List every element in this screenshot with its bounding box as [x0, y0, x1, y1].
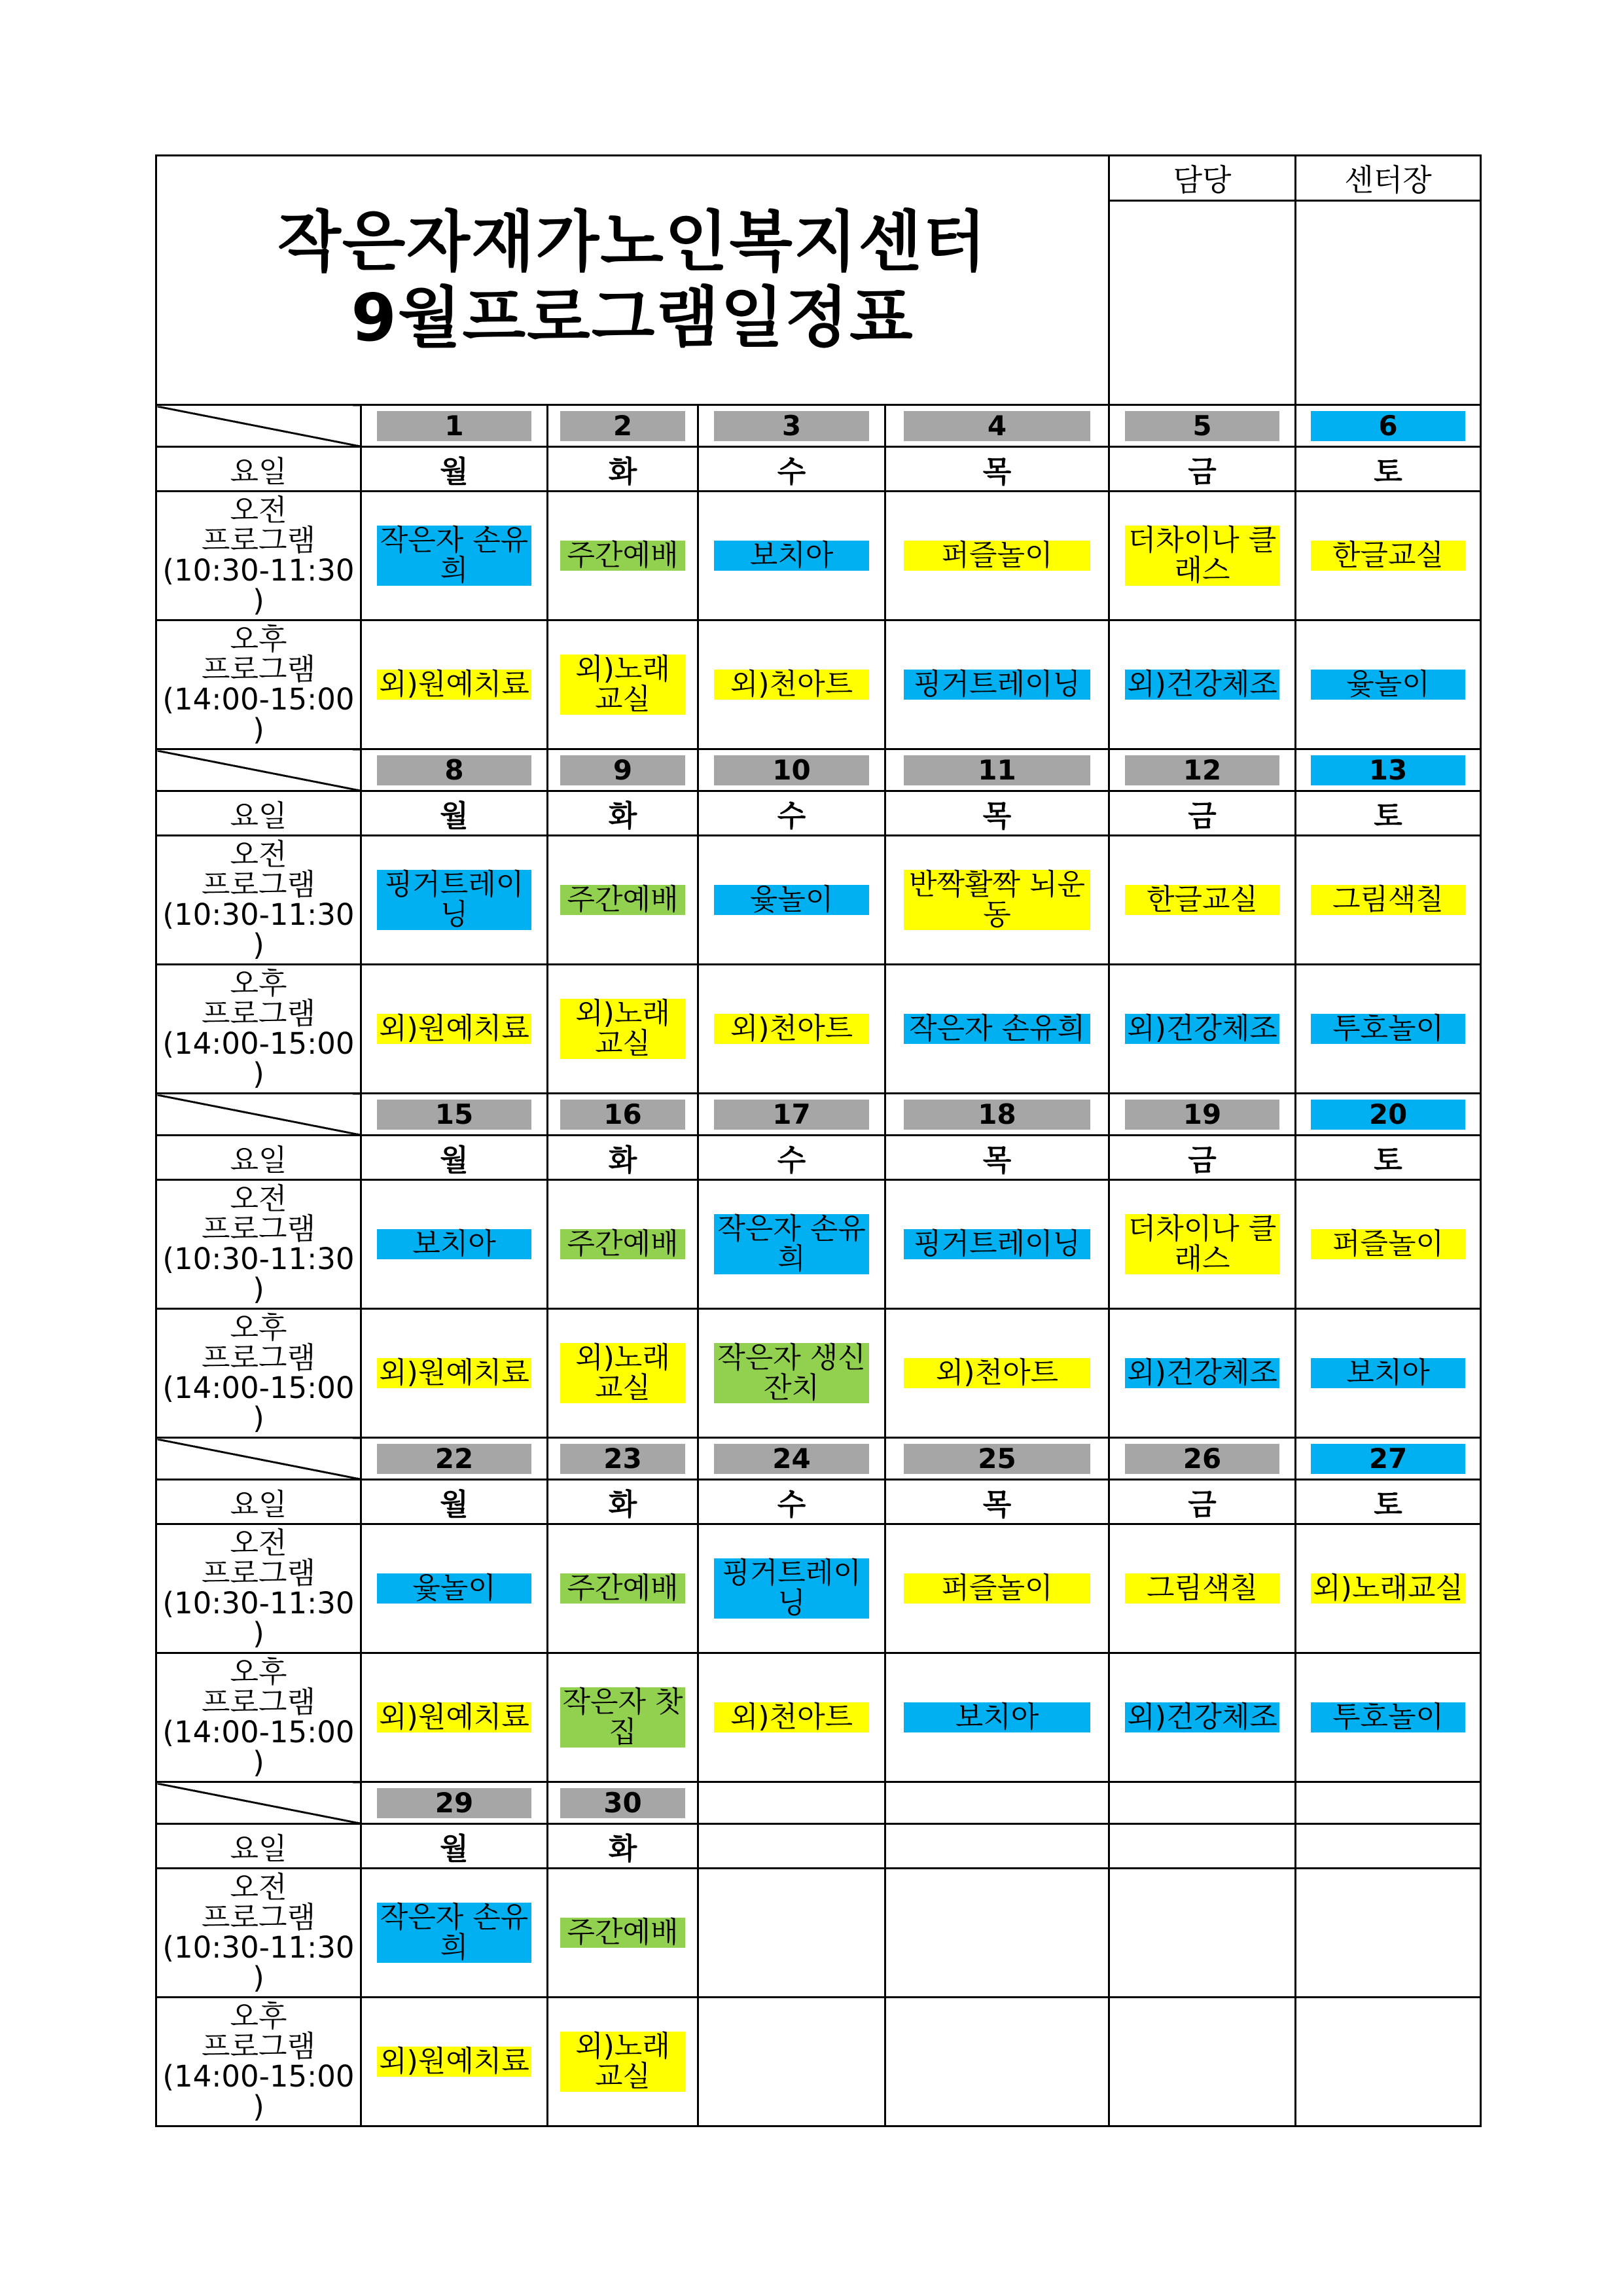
- dow-cell: 금: [1109, 447, 1296, 492]
- date-cell: [1296, 1438, 1481, 1480]
- program-cell: [548, 1998, 698, 2126]
- date-badge: 2: [560, 411, 685, 441]
- program-label: 외)천아트: [714, 670, 870, 700]
- date-badge: 12: [1125, 755, 1280, 785]
- am-label-line: ): [253, 1272, 264, 1306]
- date-cell: [885, 1438, 1109, 1480]
- program-cell: [1296, 965, 1481, 1094]
- pm-program-row: [156, 1653, 1481, 1782]
- dow-cell: 화: [548, 1480, 698, 1524]
- am-program-row: [156, 1180, 1481, 1309]
- program-label: 투호놀이: [1311, 1702, 1465, 1732]
- program-label: 주간예배: [560, 1229, 685, 1259]
- program-cell: [1109, 1309, 1296, 1438]
- program-cell: [885, 1653, 1109, 1782]
- page-title: 작은자재가노인복지센터: [277, 204, 988, 280]
- program-cell: [698, 1180, 885, 1309]
- program-cell: [1109, 492, 1296, 620]
- program-label: 작은자 손유희: [377, 526, 532, 586]
- pm-program-row: [156, 620, 1481, 749]
- am-label-line: (10:30-11:30: [162, 897, 355, 932]
- program-label: 외)원예치료: [377, 2047, 532, 2077]
- date-cell: [548, 749, 698, 791]
- program-cell: [698, 965, 885, 1094]
- program-cell: [1296, 620, 1481, 749]
- pm-label-line: ): [253, 712, 264, 747]
- program-label: 주간예배: [560, 885, 685, 915]
- date-cell: [885, 1094, 1109, 1136]
- dow-cell: 화: [548, 447, 698, 492]
- program-cell: [698, 492, 885, 620]
- program-label: 퍼즐놀이: [904, 1573, 1090, 1604]
- dow-cell: 수: [698, 1136, 885, 1180]
- dow-cell: 월: [361, 447, 548, 492]
- program-cell: [698, 1869, 885, 1998]
- program-label: 윷놀이: [1311, 670, 1465, 700]
- program-label: 핑거트레이닝: [904, 1229, 1090, 1259]
- dow-cell: [885, 1824, 1109, 1869]
- date-badge: 22: [377, 1444, 532, 1474]
- program-cell: [698, 1653, 885, 1782]
- am-label-line: 오전: [230, 1526, 287, 1560]
- week-date-row: [156, 1438, 1481, 1480]
- program-cell: [548, 492, 698, 620]
- am-label-line: ): [253, 1616, 264, 1651]
- program-label: 외)천아트: [904, 1358, 1090, 1388]
- am-label-line: (10:30-11:30: [162, 1242, 355, 1276]
- program-cell: [1296, 1653, 1481, 1782]
- date-cell: [698, 405, 885, 447]
- date-badge: 19: [1125, 1100, 1280, 1130]
- program-cell: [1109, 1524, 1296, 1653]
- am-label-line: (10:30-11:30: [162, 1930, 355, 1965]
- program-label: 보치아: [904, 1702, 1090, 1732]
- dow-cell: 수: [698, 1480, 885, 1524]
- date-badge: 20: [1311, 1100, 1465, 1130]
- date-cell: [698, 1094, 885, 1136]
- approval-label-manager: 담당: [1109, 156, 1296, 201]
- pm-label-line: 프로그램: [202, 652, 315, 687]
- dow-label: 요일: [156, 1824, 361, 1869]
- program-cell: [885, 965, 1109, 1094]
- program-cell: [698, 620, 885, 749]
- program-cell: [361, 1869, 548, 1998]
- am-label-line: 프로그램: [202, 1900, 315, 1935]
- program-cell: [548, 1180, 698, 1309]
- pm-label-line: ): [253, 1401, 264, 1435]
- approval-box-manager: [1109, 201, 1296, 405]
- week-dow-row: [156, 1824, 1481, 1869]
- program-cell: [885, 1180, 1109, 1309]
- pm-label-line: (14:00-15:00: [162, 2059, 355, 2094]
- diagonal-header-cell: [156, 405, 361, 447]
- title-cell: [156, 156, 1109, 405]
- program-label: 더차이나 클래스: [1125, 526, 1280, 586]
- am-program-row: [156, 492, 1481, 620]
- pm-label-line: (14:00-15:00: [162, 1715, 355, 1749]
- date-badge: 9: [560, 755, 685, 785]
- program-cell: [885, 836, 1109, 965]
- program-label: 외)노래 교실: [560, 2032, 685, 2092]
- dow-cell: 월: [361, 1480, 548, 1524]
- program-cell: [361, 1309, 548, 1438]
- date-cell: [548, 1094, 698, 1136]
- pm-label-line: 오후: [230, 1310, 287, 1345]
- diagonal-header-cell: [156, 1782, 361, 1824]
- pm-program-row: [156, 1998, 1481, 2126]
- date-badge: 6: [1311, 411, 1465, 441]
- program-label: 퍼즐놀이: [1311, 1229, 1465, 1259]
- dow-cell: 목: [885, 447, 1109, 492]
- program-cell: [698, 1998, 885, 2126]
- pm-label-line: 오후: [230, 966, 287, 1001]
- date-cell: [361, 1094, 548, 1136]
- pm-program-row: [156, 965, 1481, 1094]
- pm-label-line: (14:00-15:00: [162, 1371, 355, 1405]
- program-label: 주간예배: [560, 1918, 685, 1948]
- dow-label: 요일: [156, 791, 361, 836]
- program-cell: [1109, 1653, 1296, 1782]
- program-label: 윷놀이: [714, 885, 870, 915]
- pm-label-line: ): [253, 1056, 264, 1091]
- date-badge: 15: [377, 1100, 532, 1130]
- dow-cell: 금: [1109, 1480, 1296, 1524]
- pm-label: [156, 1653, 361, 1782]
- pm-label-line: 프로그램: [202, 996, 315, 1031]
- am-label-line: 프로그램: [202, 1556, 315, 1590]
- dow-cell: 목: [885, 791, 1109, 836]
- program-label: 외)원예치료: [377, 670, 532, 700]
- date-badge: 25: [904, 1444, 1090, 1474]
- program-cell: [548, 620, 698, 749]
- am-label-line: ): [253, 583, 264, 618]
- program-cell: [1296, 492, 1481, 620]
- program-cell: [548, 836, 698, 965]
- program-label: 윷놀이: [377, 1573, 532, 1604]
- program-cell: [1296, 1998, 1481, 2126]
- program-label: 주간예배: [560, 1573, 685, 1604]
- program-label: 보치아: [1311, 1358, 1465, 1388]
- week-date-row: [156, 749, 1481, 791]
- date-cell: [361, 749, 548, 791]
- program-cell: [885, 620, 1109, 749]
- program-cell: [361, 1653, 548, 1782]
- program-label: 외)건강체조: [1125, 670, 1280, 700]
- date-cell: [698, 1782, 885, 1824]
- pm-label-line: 오후: [230, 1999, 287, 2034]
- dow-cell: 월: [361, 791, 548, 836]
- am-label-line: ): [253, 1960, 264, 1995]
- program-cell: [1109, 836, 1296, 965]
- week-date-row: [156, 1782, 1481, 1824]
- pm-label-line: 프로그램: [202, 2029, 315, 2064]
- page-subtitle: 9월프로그램일정표: [351, 279, 914, 356]
- program-label: 핑거트레이닝: [377, 870, 532, 930]
- date-badge: 18: [904, 1100, 1090, 1130]
- program-cell: [1296, 1869, 1481, 1998]
- program-cell: [1109, 1180, 1296, 1309]
- program-cell: [885, 492, 1109, 620]
- am-label-line: 프로그램: [202, 523, 315, 558]
- date-cell: [1109, 749, 1296, 791]
- am-label: [156, 1180, 361, 1309]
- pm-label-line: 오후: [230, 622, 287, 656]
- program-cell: [548, 1653, 698, 1782]
- program-label: 작은자 생신잔치: [714, 1343, 870, 1403]
- program-cell: [1109, 965, 1296, 1094]
- week-dow-row: [156, 1136, 1481, 1180]
- schedule-table: [155, 154, 1482, 2127]
- program-cell: [885, 1998, 1109, 2126]
- am-label-line: 오전: [230, 493, 287, 528]
- program-cell: [361, 836, 548, 965]
- program-label: 외)노래 교실: [560, 655, 685, 715]
- am-label: [156, 1869, 361, 1998]
- program-cell: [1296, 1524, 1481, 1653]
- program-label: 외)노래교실: [1311, 1573, 1465, 1604]
- date-badge: 16: [560, 1100, 685, 1130]
- date-cell: [361, 1438, 548, 1480]
- program-cell: [1296, 1309, 1481, 1438]
- date-cell: [1109, 1782, 1296, 1824]
- am-label-line: (10:30-11:30: [162, 553, 355, 588]
- date-cell: [548, 1782, 698, 1824]
- program-label: 퍼즐놀이: [904, 541, 1090, 571]
- program-cell: [361, 492, 548, 620]
- date-cell: [1296, 749, 1481, 791]
- date-cell: [1296, 1782, 1481, 1824]
- week-dow-row: [156, 447, 1481, 492]
- dow-cell: 토: [1296, 447, 1481, 492]
- date-badge: 29: [377, 1788, 532, 1818]
- program-label: 한글교실: [1311, 541, 1465, 571]
- dow-cell: 수: [698, 791, 885, 836]
- am-program-row: [156, 836, 1481, 965]
- program-label: 외)원예치료: [377, 1358, 532, 1388]
- program-label: 외)천아트: [714, 1014, 870, 1044]
- program-label: 그림색칠: [1311, 885, 1465, 915]
- date-badge: 3: [714, 411, 870, 441]
- am-label-line: 프로그램: [202, 1211, 315, 1246]
- dow-label: 요일: [156, 1480, 361, 1524]
- program-label: 외)원예치료: [377, 1014, 532, 1044]
- dow-cell: 월: [361, 1824, 548, 1869]
- week-dow-row: [156, 1480, 1481, 1524]
- date-badge: 10: [714, 755, 870, 785]
- date-badge: 1: [377, 411, 532, 441]
- program-label: 그림색칠: [1125, 1573, 1280, 1604]
- program-label: 보치아: [714, 541, 870, 571]
- dow-cell: 토: [1296, 791, 1481, 836]
- program-cell: [1109, 1869, 1296, 1998]
- date-cell: [885, 1782, 1109, 1824]
- date-cell: [1296, 405, 1481, 447]
- am-label: [156, 492, 361, 620]
- program-label: 작은자 손유희: [377, 1903, 532, 1963]
- am-label-line: 오전: [230, 1870, 287, 1905]
- dow-cell: [698, 1824, 885, 1869]
- date-cell: [548, 1438, 698, 1480]
- program-cell: [361, 1524, 548, 1653]
- dow-cell: 금: [1109, 1136, 1296, 1180]
- dow-cell: 화: [548, 1136, 698, 1180]
- program-label: 외)건강체조: [1125, 1702, 1280, 1732]
- am-label: [156, 836, 361, 965]
- dow-cell: [1109, 1824, 1296, 1869]
- dow-cell: 화: [548, 1824, 698, 1869]
- week-dow-row: [156, 791, 1481, 836]
- dow-label: 요일: [156, 447, 361, 492]
- date-cell: [885, 405, 1109, 447]
- program-cell: [548, 1524, 698, 1653]
- am-label-line: (10:30-11:30: [162, 1586, 355, 1621]
- date-badge: 24: [714, 1444, 870, 1474]
- date-badge: 17: [714, 1100, 870, 1130]
- program-label: 외)건강체조: [1125, 1358, 1280, 1388]
- program-cell: [361, 620, 548, 749]
- date-badge: 11: [904, 755, 1090, 785]
- pm-label-line: 오후: [230, 1655, 287, 1689]
- dow-cell: 월: [361, 1136, 548, 1180]
- pm-label: [156, 1309, 361, 1438]
- program-label: 핑거트레이닝: [904, 670, 1090, 700]
- program-label: 핑거트레이닝: [714, 1558, 870, 1619]
- pm-label-line: (14:00-15:00: [162, 1026, 355, 1061]
- dow-cell: 토: [1296, 1480, 1481, 1524]
- date-cell: [1109, 405, 1296, 447]
- program-cell: [698, 1309, 885, 1438]
- program-cell: [1109, 620, 1296, 749]
- dow-cell: 수: [698, 447, 885, 492]
- program-label: 반짝활짝 뇌운동: [904, 870, 1090, 930]
- program-label: 작은자 찻집: [560, 1687, 685, 1748]
- am-label-line: ): [253, 927, 264, 962]
- date-cell: [698, 1438, 885, 1480]
- pm-label: [156, 965, 361, 1094]
- date-cell: [1109, 1438, 1296, 1480]
- pm-label-line: 프로그램: [202, 1685, 315, 1719]
- dow-cell: 목: [885, 1136, 1109, 1180]
- program-cell: [1109, 1998, 1296, 2126]
- program-cell: [698, 1524, 885, 1653]
- dow-cell: [1296, 1824, 1481, 1869]
- date-badge: 30: [560, 1788, 685, 1818]
- program-cell: [548, 1309, 698, 1438]
- approval-box-director: [1296, 201, 1481, 405]
- diagonal-header-cell: [156, 1094, 361, 1136]
- dow-cell: 화: [548, 791, 698, 836]
- date-badge: 13: [1311, 755, 1465, 785]
- pm-label: [156, 1998, 361, 2126]
- program-cell: [1296, 836, 1481, 965]
- approval-label-director: 센터장: [1296, 156, 1481, 201]
- date-badge: 4: [904, 411, 1090, 441]
- program-label: 더차이나 클래스: [1125, 1214, 1280, 1274]
- program-label: 외)건강체조: [1125, 1014, 1280, 1044]
- diagonal-header-cell: [156, 749, 361, 791]
- program-label: 한글교실: [1125, 885, 1280, 915]
- week-date-row: [156, 405, 1481, 447]
- date-badge: 26: [1125, 1444, 1280, 1474]
- date-cell: [548, 405, 698, 447]
- pm-label-line: ): [253, 1745, 264, 1780]
- pm-label: [156, 620, 361, 749]
- date-cell: [361, 405, 548, 447]
- pm-label-line: 프로그램: [202, 1340, 315, 1375]
- date-badge: 27: [1311, 1444, 1465, 1474]
- am-label-line: 오전: [230, 1181, 287, 1216]
- dow-label: 요일: [156, 1136, 361, 1180]
- program-label: 작은자 손유희: [714, 1214, 870, 1274]
- date-badge: 23: [560, 1444, 685, 1474]
- program-cell: [885, 1309, 1109, 1438]
- dow-cell: 목: [885, 1480, 1109, 1524]
- am-label-line: 오전: [230, 837, 287, 872]
- program-cell: [548, 1869, 698, 1998]
- am-label: [156, 1524, 361, 1653]
- program-cell: [885, 1524, 1109, 1653]
- date-cell: [698, 749, 885, 791]
- dow-cell: 토: [1296, 1136, 1481, 1180]
- program-cell: [548, 965, 698, 1094]
- program-cell: [361, 965, 548, 1094]
- diagonal-header-cell: [156, 1438, 361, 1480]
- program-label: 보치아: [377, 1229, 532, 1259]
- am-program-row: [156, 1524, 1481, 1653]
- date-badge: 5: [1125, 411, 1280, 441]
- week-date-row: [156, 1094, 1481, 1136]
- program-label: 작은자 손유희: [904, 1014, 1090, 1044]
- date-cell: [885, 749, 1109, 791]
- program-cell: [885, 1869, 1109, 1998]
- date-cell: [361, 1782, 548, 1824]
- pm-label-line: (14:00-15:00: [162, 682, 355, 717]
- dow-cell: 금: [1109, 791, 1296, 836]
- program-label: 주간예배: [560, 541, 685, 571]
- program-label: 외)노래 교실: [560, 1343, 685, 1403]
- pm-label-line: ): [253, 2089, 264, 2124]
- am-label-line: 프로그램: [202, 867, 315, 902]
- program-label: 외)원예치료: [377, 1702, 532, 1732]
- date-cell: [1109, 1094, 1296, 1136]
- am-program-row: [156, 1869, 1481, 1998]
- program-cell: [698, 836, 885, 965]
- pm-program-row: [156, 1309, 1481, 1438]
- program-cell: [361, 1180, 548, 1309]
- date-cell: [1296, 1094, 1481, 1136]
- program-label: 투호놀이: [1311, 1014, 1465, 1044]
- program-label: 외)노래 교실: [560, 999, 685, 1059]
- date-badge: 8: [377, 755, 532, 785]
- program-label: 외)천아트: [714, 1702, 870, 1732]
- program-cell: [1296, 1180, 1481, 1309]
- program-cell: [361, 1998, 548, 2126]
